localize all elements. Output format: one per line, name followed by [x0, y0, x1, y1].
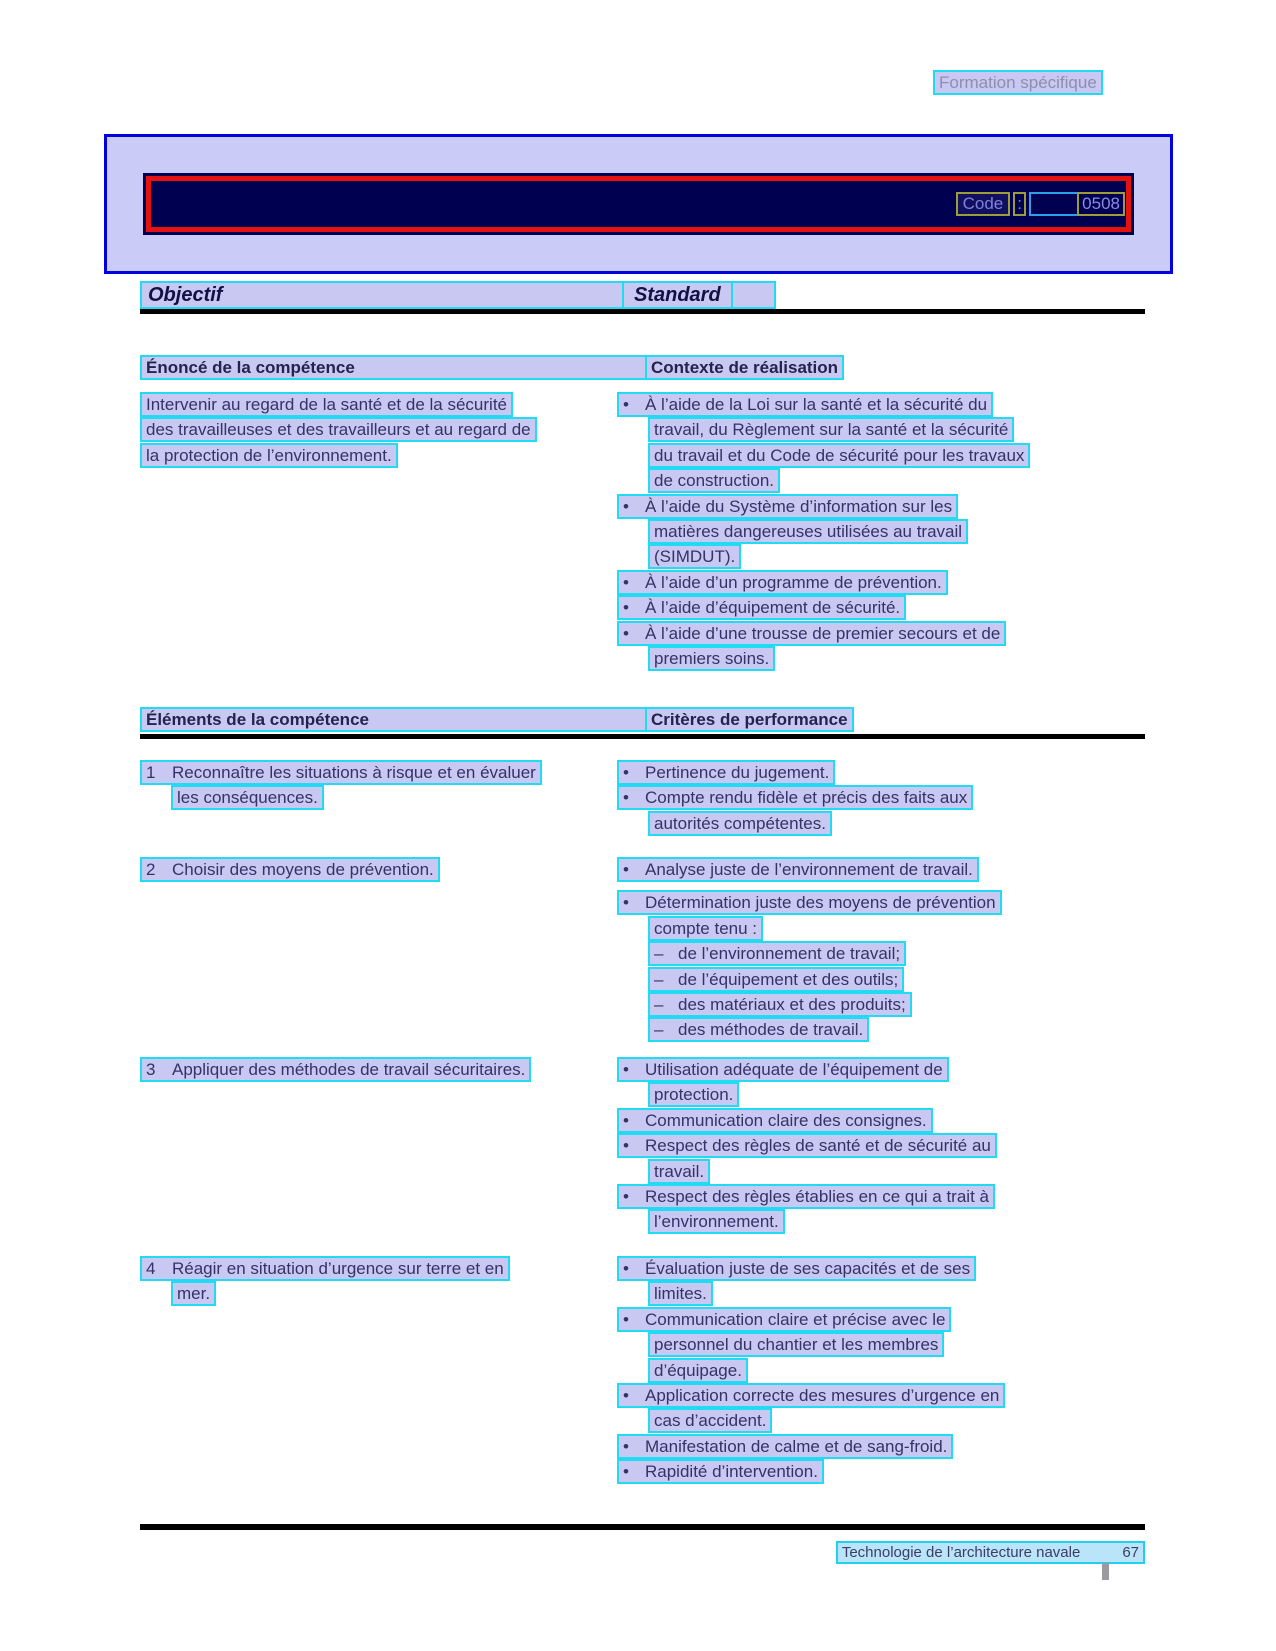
- dash-icon: –: [654, 994, 664, 1014]
- bullet-icon: •: [623, 598, 629, 618]
- text-line: [648, 468, 1030, 493]
- text-line: [648, 1408, 1005, 1433]
- text-line: [648, 1159, 997, 1184]
- line-text: la protection de l’environnement.: [146, 445, 392, 465]
- line-text: Application correcte des mesures d’urgence en: [645, 1385, 1000, 1405]
- line-text: de construction.: [654, 471, 775, 491]
- line-text: des matériaux et des produits;: [678, 994, 906, 1014]
- bullet-icon: •: [623, 1060, 629, 1079]
- dash-icon: –: [654, 944, 664, 964]
- text-line: [648, 443, 1030, 468]
- line-text: Choisir des moyens de prévention.: [172, 860, 434, 879]
- text-line: [648, 646, 1030, 671]
- item-number: 4: [146, 1259, 156, 1278]
- line-text: À l’aide d’un programme de prévention.: [645, 572, 942, 592]
- text-line: [617, 785, 973, 810]
- criteria-list-2: [617, 857, 1002, 1043]
- text-line: [617, 890, 1002, 915]
- text-line: [648, 811, 973, 836]
- bullet-icon: •: [623, 893, 629, 913]
- line-text: Réagir en situation d’urgence sur terre et en: [172, 1259, 504, 1278]
- text-line: [617, 1434, 1005, 1459]
- line-text: Analyse juste de l’environnement de travail.: [645, 860, 973, 879]
- text-line: [648, 1332, 1005, 1357]
- footer-spacer: [1080, 1544, 1122, 1561]
- line-text: matières dangereuses utilisées au travail: [654, 521, 963, 541]
- line-text: l’environnement.: [654, 1212, 779, 1232]
- line-text: Rapidité d’intervention.: [645, 1462, 818, 1482]
- text-line: [617, 1108, 997, 1133]
- bullet-icon: •: [623, 1436, 629, 1456]
- text-line: [648, 992, 1002, 1017]
- line-text: Communication claire et précise avec le: [645, 1309, 946, 1329]
- text-line: [617, 1383, 1005, 1408]
- document-type-label: [933, 70, 1103, 95]
- text-line: [648, 519, 1030, 544]
- item-number: 2: [146, 860, 156, 879]
- line-text: du travail et du Code de sécurité pour les travaux: [654, 445, 1025, 465]
- module-title-box: [143, 173, 1134, 235]
- code-cluster: [956, 192, 1125, 216]
- text-line: [648, 544, 1030, 569]
- line-text: des travailleuses et des travailleurs et au regard de: [146, 420, 531, 440]
- section-header-enonce: Énoncé de la compétence: [140, 355, 654, 380]
- context-list: [617, 392, 1030, 671]
- text-line: [617, 621, 1030, 646]
- criteria-list-3: [617, 1057, 997, 1235]
- divider-rule: [140, 734, 1145, 739]
- text-line: [171, 1281, 510, 1306]
- text-line: [617, 1307, 1005, 1332]
- text-line: [140, 392, 537, 417]
- bullet-icon: •: [623, 1136, 629, 1156]
- line-text: Pertinence du jugement.: [645, 763, 830, 782]
- text-line: [140, 760, 542, 785]
- line-text: premiers soins.: [654, 648, 770, 668]
- bullet-icon: •: [623, 1110, 629, 1130]
- line-text: d’équipage.: [654, 1360, 742, 1380]
- text-line: [648, 941, 1002, 966]
- line-text: À l’aide de la Loi sur la santé et la sécurité du: [645, 395, 988, 414]
- bullet-icon: •: [623, 496, 629, 516]
- line-text: personnel du chantier et les membres: [654, 1335, 939, 1355]
- line-text: Respect des règles établies en ce qui a trait à: [645, 1186, 989, 1206]
- line-text: Évaluation juste de ses capacités et de ses: [645, 1259, 971, 1278]
- line-text: À l’aide d’une trousse de premier secours et de: [645, 623, 1001, 643]
- element-item-1: [140, 760, 542, 811]
- text-line: [140, 443, 537, 468]
- criteria-list-1: [617, 760, 973, 836]
- text-line: [171, 785, 542, 810]
- text-line: [648, 1358, 1005, 1383]
- bullet-icon: •: [623, 395, 629, 414]
- line-text: limites.: [654, 1284, 707, 1304]
- bullet-icon: •: [623, 860, 629, 879]
- column-title-objectif: Objectif: [148, 284, 223, 306]
- element-item-4: [140, 1256, 510, 1307]
- text-line: [617, 1459, 1005, 1484]
- document-type-text: Formation spécifique: [939, 73, 1097, 92]
- line-text: protection.: [654, 1085, 734, 1105]
- text-cursor: [1102, 1563, 1109, 1580]
- column-titles-band: [140, 281, 776, 309]
- line-text: Compte rendu fidèle et précis des faits aux: [645, 788, 968, 808]
- line-text: Détermination juste des moyens de prévention: [645, 893, 996, 913]
- line-text: travail.: [654, 1161, 705, 1181]
- section-header-contexte: Contexte de réalisation: [645, 355, 844, 380]
- line-text: autorités compétentes.: [654, 813, 826, 833]
- footer-page-number: 67: [1122, 1544, 1139, 1561]
- text-line: [648, 417, 1030, 442]
- code-value-box: [1029, 192, 1125, 216]
- line-text: de l’environnement de travail;: [678, 944, 901, 964]
- text-line: [140, 857, 440, 882]
- line-text: cas d’accident.: [654, 1411, 767, 1431]
- line-text: Communication claire des consignes.: [645, 1110, 927, 1130]
- bullet-icon: •: [623, 1385, 629, 1405]
- text-line: [617, 1184, 997, 1209]
- line-text: mer.: [177, 1284, 211, 1304]
- text-line: [140, 417, 537, 442]
- text-line: [648, 1082, 997, 1107]
- line-text: Intervenir au regard de la santé et de la sécurité: [146, 395, 507, 414]
- highlight: [836, 1541, 1145, 1564]
- bullet-icon: •: [623, 1309, 629, 1329]
- item-number: 1: [146, 763, 156, 782]
- bullet-icon: •: [623, 1462, 629, 1482]
- bullet-icon: •: [623, 623, 629, 643]
- text-line: [617, 1057, 997, 1082]
- line-text: travail, du Règlement sur la santé et la sécurité: [654, 420, 1009, 440]
- line-text: À l’aide d’équipement de sécurité.: [645, 598, 901, 618]
- section-header-criteres: Critères de performance: [645, 707, 854, 732]
- bullet-icon: •: [623, 763, 629, 782]
- divider-rule: [140, 309, 1145, 314]
- line-text: Respect des règles de santé et de sécurité au: [645, 1136, 991, 1156]
- title-banner: [104, 134, 1173, 274]
- line-text: des méthodes de travail.: [678, 1020, 864, 1040]
- line-text: compte tenu :: [654, 918, 758, 938]
- bullet-icon: •: [623, 572, 629, 592]
- code-colon: :: [1013, 192, 1026, 216]
- line-text: Appliquer des méthodes de travail sécuritaires.: [172, 1060, 526, 1079]
- line-text: Manifestation de calme et de sang-froid.: [645, 1436, 948, 1456]
- column-title-standard: Standard: [622, 281, 733, 309]
- line-text: (SIMDUT).: [654, 547, 736, 567]
- dash-icon: –: [654, 969, 664, 989]
- line-text: de l’équipement et des outils;: [678, 969, 899, 989]
- text-line: [617, 857, 1002, 882]
- text-line: [648, 1017, 1002, 1042]
- footer: [140, 1541, 1145, 1564]
- bullet-icon: •: [623, 1259, 629, 1278]
- text-line: [648, 916, 1002, 941]
- text-line: [648, 1209, 997, 1234]
- divider-rule: [140, 1524, 1145, 1530]
- bullet-icon: •: [623, 1186, 629, 1206]
- code-label: Code: [956, 192, 1011, 216]
- text-line: [617, 392, 1030, 417]
- footer-title: Technologie de l’architecture navale: [841, 1544, 1081, 1561]
- text-line: [617, 570, 1030, 595]
- text-line: [648, 1281, 1005, 1306]
- line-text: Utilisation adéquate de l’équipement de: [645, 1060, 943, 1079]
- text-line: [648, 967, 1002, 992]
- criteria-list-4: [617, 1256, 1005, 1485]
- section-header-elements: Éléments de la compétence: [140, 707, 654, 732]
- highlight: [933, 70, 1103, 95]
- text-line: [140, 1256, 510, 1281]
- competence-statement: [140, 392, 537, 468]
- text-line: [140, 1057, 531, 1082]
- element-item-2: [140, 857, 440, 882]
- text-line: [617, 595, 1030, 620]
- dash-icon: –: [654, 1020, 664, 1040]
- line-text: les conséquences.: [177, 788, 318, 808]
- item-number: 3: [146, 1060, 156, 1079]
- text-line: [617, 494, 1030, 519]
- code-value: 0508: [1077, 192, 1125, 216]
- bullet-icon: •: [623, 788, 629, 808]
- text-line: [617, 760, 973, 785]
- text-line: [617, 1256, 1005, 1281]
- text-line: [617, 1133, 997, 1158]
- element-item-3: [140, 1057, 531, 1082]
- line-text: Reconnaître les situations à risque et en évaluer: [172, 763, 536, 782]
- line-text: À l’aide du Système d’information sur les: [645, 496, 953, 516]
